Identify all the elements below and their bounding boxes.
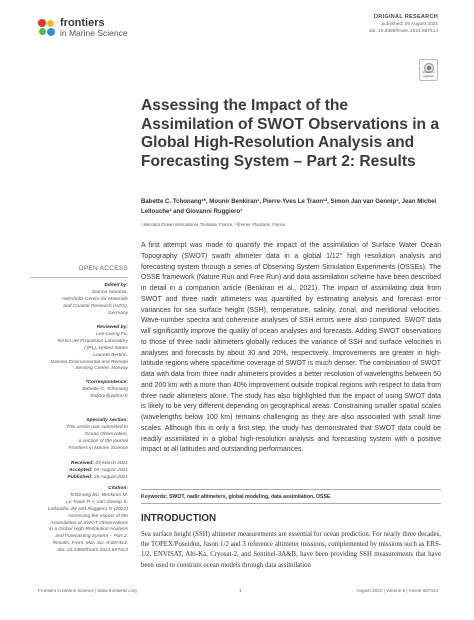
citation-heading: Citation:: [108, 486, 128, 491]
accepted-date: 04 August 2021: [93, 467, 128, 473]
introduction-text: Sea surface height (SSH) altimeter measurements are essential for ocean prediction. For nearly three decades, the TOPEX/Poseidon, Jason 1/2 and 3 reference altimeter missions, complemented by missions such as ERS-1/2, ENVISAT, Alti-Ka, Cryosat-2, and Sentinel-3A&B, have been providing SSH measurements that have been used to constrain ocean models through data assimilation: [141, 531, 441, 569]
editor-line: Germany: [107, 310, 128, 316]
citation-line: Lellouche JM and Ruggiero G (2021): [47, 506, 128, 512]
citation-line: Le Traon P-Y, van Gennip S,: [66, 499, 128, 505]
keywords-divider-top: [141, 489, 441, 490]
specialty-line: Ocean Observation,: [84, 431, 128, 437]
published-date: published: 26 August 2021: [381, 22, 438, 27]
specialty-line: Frontiers in Marine Science: [68, 445, 128, 451]
correspondence-name: Babette C. Tchonang: [82, 386, 128, 392]
correspondence-heading: *Correspondence:: [85, 380, 128, 385]
doi-link[interactable]: doi: 10.3389/fmars.2021.687414: [368, 29, 438, 34]
frontiers-logo-icon: [38, 19, 56, 37]
check-for-updates-badge[interactable]: [419, 59, 438, 81]
received-label: Received:: [70, 461, 95, 466]
page-number: 1: [239, 588, 242, 593]
abstract-text: A first attempt was made to quantify the impact of the assimilation of Surface Water Ocean Topography (SWOT) swath altimeter data in a global 1/12° high resolution analysis and forecasting system through a series of Observing System Simulation Experiments (OSSEs). The OSSE framework (Nature Run and Free Run) and data assimilation scheme have been described in detail in a companion article (Benkiran et al., 2021). The impact of assimilating data from SWOT and three nadir altimeters was quantified by estimating analysis and forecast error variances for sea surface height (SSH), temperature, salinity, zonal, and meridional velocities. Wave-number spectra and coherence analyses of SSH errors were also computed. SWOT data will significantly improve the quality of ocean analyses and forecasts. Adding SWOT observations to those of three nadir altimeters globally reduces the variance of SSH and surface velocities in analyses and forecasts by about 30 and 20%, respectively. Improvements are greater in high-latitude regions where space/time coverage of SWOT is much denser. The combination of SWOT data with data from three nadir altimeters provides a better resolution of wavelengths between 50 and 200 km with a more than 40% improvement outside tropical regions with respect to data from three nadir altimeters alone. The study has also highlighted that the impact of using SWOT data is likely to be very different depending on geographical areas. Constraining smaller spatial scales (wavelengths below 100 km) remains challenging as they are also associated with small time scales. Although this is only a first step, the study has demonstrated that SWOT data could be readily assimilated in a global high-resolution analysis and forecasting system with a positive impact at all latitudes and outstanding performances.: [141, 242, 441, 454]
specialty-heading: Specialty section:: [86, 418, 128, 423]
reviewed-by-block: [30, 325, 128, 373]
correspondence-email[interactable]: btdjom@yahoo.fr: [90, 393, 128, 399]
citation-line: in a Global High-Resolution Analysis: [49, 527, 128, 533]
brand-subtitle: in Marine Science: [60, 28, 128, 38]
published-date-side: 26 August 2021: [93, 474, 128, 480]
specialty-section-block: [30, 418, 128, 453]
article-title: Assessing the Impact of the Assimilation of SWOT Observations in a Global High-Resolution Analysis and Forecasting System – Part 2: Results: [141, 97, 440, 170]
keywords: Keywords: SWOT, nadir altimeters, global modeling, data assimilation, OSSE: [141, 494, 331, 500]
received-date: 29 March 2021: [95, 461, 128, 466]
footer-journal[interactable]: Frontiers in Marine Science | www.frontiersin.org: [38, 588, 137, 593]
correspondence-block: [30, 380, 128, 401]
dates-block: [30, 461, 128, 482]
citation-block: [30, 486, 128, 555]
update-badge-label: Check for updates: [422, 70, 435, 78]
citation-line: Assessing the Impact of the: [67, 513, 128, 519]
reviewer-line: (JPL), United States: [84, 345, 128, 351]
editor-line: Helmholtz Centre for Materials: [61, 296, 128, 302]
keywords-divider-bottom: [141, 503, 441, 504]
reviewed-by-heading: Reviewed by:: [96, 325, 128, 330]
section-heading-introduction: INTRODUCTION: [141, 513, 217, 524]
article-type: ORIGINAL RESEARCH: [373, 14, 438, 20]
author-list: Babette C. Tchonang¹*, Mounir Benkiran¹, Pierre-Yves Le Traon¹², Simon Jan van Gennip¹, Jean Michel Lellouche¹ and Giovanni Ruggiero¹: [141, 198, 437, 215]
footer-issue: August 2021 | Volume 8 | Article 687414: [356, 588, 438, 593]
specialty-line: a section of the journal: [78, 438, 128, 444]
specialty-line: This article was submitted to: [66, 424, 128, 430]
reviewer-line: NASA Jet Propulsion Laboratory: [57, 338, 128, 344]
sidebar-divider: [30, 277, 128, 278]
citation-line: Results. Front. Mar. Sci. 8:687414.: [52, 541, 128, 547]
citation-line: and Forecasting System – Part 2:: [55, 534, 128, 540]
open-access-label: OPEN ACCESS: [78, 265, 128, 272]
editor-line: Joanna Staneva,: [91, 289, 128, 295]
editor-line: and Coastal Research (HZG),: [63, 303, 128, 309]
citation-line: Assimilation of SWOT Observations: [50, 520, 128, 526]
reviewer-line: Nansen Environmental and Remote: [50, 359, 128, 365]
journal-logo: [38, 18, 128, 38]
affiliations: ¹ Mercator Ocean International, Toulouse, France, ² Ifremer, Plouzané, France: [141, 222, 286, 227]
brand-name: frontiers: [60, 17, 105, 29]
edited-by-block: [30, 283, 128, 318]
citation-doi[interactable]: doi: 10.3389/fmars.2021.687414: [57, 548, 128, 554]
reviewer-line: Sensing Center, Norway: [75, 366, 128, 372]
reviewer-line: Lee-Lueng Fu,: [96, 331, 128, 337]
edited-by-heading: Edited by:: [104, 283, 128, 288]
reviewer-line: Laurent Bertino,: [93, 352, 128, 358]
article-meta: [369, 14, 438, 35]
published-label: Published:: [67, 474, 93, 480]
accepted-label: Accepted:: [68, 467, 93, 473]
citation-line: Tchonang BC, Benkiran M,: [69, 492, 128, 498]
